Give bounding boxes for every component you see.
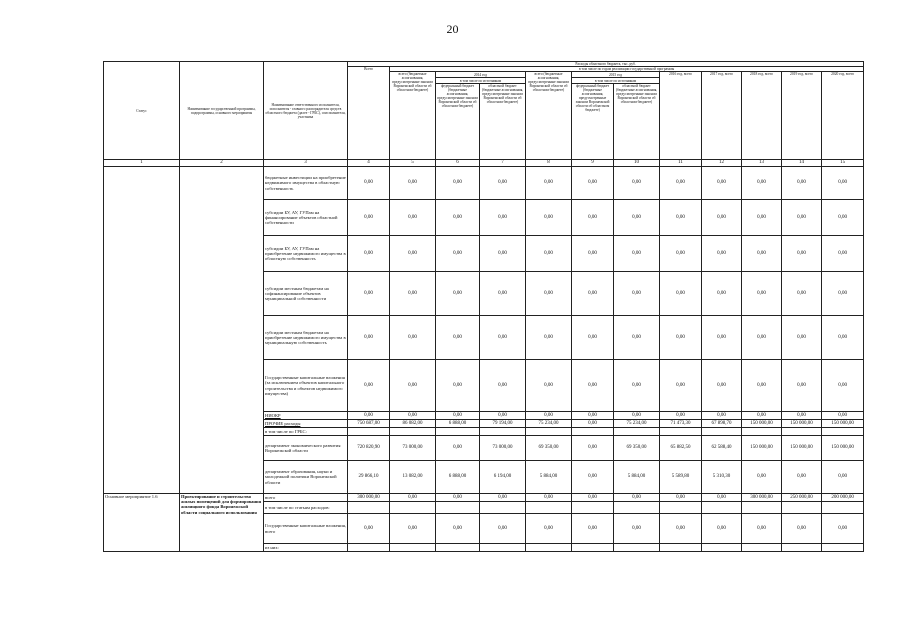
row-label: Государственные капитальные вложения (за исключением объектов капитального строительства и объектов недвижимого имущества) [264, 360, 348, 412]
value-cell [526, 428, 572, 436]
column-number: 11 [660, 160, 702, 167]
value-cell: 0,00 [436, 272, 480, 316]
budget-table [103, 61, 864, 552]
value-cell: 0,00 [702, 316, 742, 360]
header-2014-obl: областной бюджет (бюджетные ассигнования, предусмотренные законом Воронежской области об областном бюджете) [480, 84, 526, 160]
event-status: Основное мероприятие 1.6 [104, 494, 180, 552]
value-cell [660, 428, 702, 436]
value-cell: 0,00 [572, 236, 614, 272]
value-cell: 0,00 [348, 167, 390, 200]
value-cell: 0,00 [782, 514, 822, 544]
value-cell: 0,00 [526, 360, 572, 412]
value-cell [480, 502, 526, 514]
value-cell: 0,00 [436, 514, 480, 544]
column-number: 14 [782, 160, 822, 167]
value-cell: 13 082,00 [390, 461, 436, 494]
value-cell: 0,00 [614, 360, 660, 412]
value-cell: 0,00 [436, 316, 480, 360]
value-cell: 0,00 [436, 494, 480, 502]
value-cell: 0,00 [348, 360, 390, 412]
value-cell [614, 502, 660, 514]
value-cell: 0,00 [572, 514, 614, 544]
event-row [104, 494, 864, 502]
value-cell [822, 428, 864, 436]
value-cell [436, 544, 480, 552]
value-cell: 0,00 [436, 412, 480, 420]
value-cell: 0,00 [348, 514, 390, 544]
value-cell [436, 502, 480, 514]
row-label: в том числе по статьям расходов: [264, 502, 348, 514]
value-cell [480, 544, 526, 552]
value-cell: 0,00 [390, 272, 436, 316]
value-cell: 0,00 [702, 167, 742, 200]
value-cell: 0,00 [822, 167, 864, 200]
value-cell: 0,00 [526, 514, 572, 544]
column-number: 12 [702, 160, 742, 167]
value-cell: 0,00 [782, 272, 822, 316]
value-cell: 150 000,00 [782, 420, 822, 428]
value-cell: 0,00 [390, 236, 436, 272]
value-cell [390, 428, 436, 436]
value-cell: 0,00 [614, 412, 660, 420]
value-cell: 0,00 [348, 200, 390, 236]
value-cell [782, 428, 822, 436]
status-cell [104, 167, 180, 494]
value-cell [390, 502, 436, 514]
value-cell: 0,00 [572, 461, 614, 494]
column-number: 10 [614, 160, 660, 167]
row-label: ПРОЧИЕ расходы [264, 420, 348, 428]
value-cell: 0,00 [480, 200, 526, 236]
value-cell: 0,00 [348, 236, 390, 272]
row-label: бюджетные инвестиции на приобретение недвижимого имущества в областную собственность [264, 167, 348, 200]
value-cell [480, 428, 526, 436]
value-cell: 6 888,00 [436, 420, 480, 428]
value-cell: 75 234,00 [614, 420, 660, 428]
value-cell: 0,00 [480, 272, 526, 316]
value-cell: 0,00 [390, 360, 436, 412]
value-cell: 0,00 [480, 360, 526, 412]
value-cell [614, 544, 660, 552]
value-cell: 5 589,80 [660, 461, 702, 494]
column-number: 1 [104, 160, 180, 167]
value-cell [742, 428, 782, 436]
value-cell: 0,00 [480, 236, 526, 272]
value-cell: 65 882,50 [660, 436, 702, 461]
header-by-years: в том числе по годам реализации государственной программы [390, 67, 864, 72]
value-cell: 0,00 [480, 316, 526, 360]
value-cell: 0,00 [660, 514, 702, 544]
row-label: департамент экономического развития Воронежской области [264, 436, 348, 461]
header-2014-sources: в том числе по источникам [436, 78, 526, 84]
value-cell: 5 884,00 [526, 461, 572, 494]
value-cell [572, 544, 614, 552]
value-cell: 750 687,00 [348, 420, 390, 428]
value-cell: 71 473,30 [660, 420, 702, 428]
value-cell: 0,00 [572, 436, 614, 461]
value-cell: 0,00 [572, 316, 614, 360]
value-cell: 0,00 [572, 420, 614, 428]
value-cell: 0,00 [782, 412, 822, 420]
value-cell: 150 000,00 [742, 436, 782, 461]
header-total: Всего [348, 67, 390, 160]
value-cell: 150 000,00 [822, 436, 864, 461]
column-number: 8 [526, 160, 572, 167]
value-cell: 0,00 [822, 200, 864, 236]
value-cell: 0,00 [526, 236, 572, 272]
value-cell: 0,00 [660, 316, 702, 360]
header-status: Статус [104, 62, 180, 160]
value-cell: 0,00 [348, 316, 390, 360]
row-label: субсидии местным бюджетам на приобретение недвижимого имущества в муниципальную собственность [264, 316, 348, 360]
value-cell: 5 310,30 [702, 461, 742, 494]
value-cell: 300 000,00 [742, 494, 782, 502]
value-cell: 29 866,10 [348, 461, 390, 494]
value-cell: 0,00 [702, 200, 742, 236]
value-cell [390, 544, 436, 552]
value-cell: 0,00 [572, 412, 614, 420]
value-cell: 0,00 [782, 316, 822, 360]
value-cell: 0,00 [480, 494, 526, 502]
value-cell: 0,00 [526, 167, 572, 200]
header-expenses-title: Расходы областного бюджета, тыс. руб. [348, 62, 864, 67]
value-cell: 720 820,90 [348, 436, 390, 461]
value-cell: 200 000,00 [822, 494, 864, 502]
value-cell [614, 428, 660, 436]
row-label: субсидии местным бюджетам на софинансирование объектов муниципальной собственности [264, 272, 348, 316]
value-cell: 73 000,00 [480, 436, 526, 461]
value-cell: 0,00 [526, 272, 572, 316]
value-cell: 0,00 [702, 360, 742, 412]
value-cell: 0,00 [822, 360, 864, 412]
column-number: 7 [480, 160, 526, 167]
value-cell: 0,00 [572, 167, 614, 200]
value-cell: 0,00 [742, 514, 782, 544]
value-cell: 0,00 [572, 494, 614, 502]
header-2018: 2018 год, всего [742, 72, 782, 160]
value-cell: 0,00 [614, 167, 660, 200]
value-cell: 300 000,00 [348, 494, 390, 502]
row-label: в том числе по ГРБС: [264, 428, 348, 436]
value-cell: 0,00 [390, 514, 436, 544]
value-cell [782, 544, 822, 552]
header-program-name: Наименование государственной программы, подпрограммы, основного мероприятия [180, 62, 264, 160]
value-cell: 0,00 [526, 316, 572, 360]
header-2014-fed: федеральный бюджет (бюджетные ассигнования, предусмотренные законом Воронежской области об областном бюджете) [436, 84, 480, 160]
value-cell: 0,00 [660, 412, 702, 420]
row-label: субсидии БУ, АУ, ГУПам на приобретение недвижимого имущества в областную собственность [264, 236, 348, 272]
value-cell [572, 502, 614, 514]
value-cell: 6 194,00 [480, 461, 526, 494]
header-2015-fed: федеральный бюджет (бюджетные ассигнования, предусмотренные законом Воронежской области об областном бюджете) [572, 84, 614, 160]
row-label: департамент образования, науки и молодежной политики Воронежской области [264, 461, 348, 494]
value-cell: 150 000,00 [822, 420, 864, 428]
value-cell: 0,00 [660, 272, 702, 316]
value-cell: 0,00 [742, 200, 782, 236]
value-cell: 0,00 [702, 272, 742, 316]
value-cell: 86 082,00 [390, 420, 436, 428]
value-cell [572, 428, 614, 436]
value-cell: 0,00 [822, 461, 864, 494]
value-cell: 0,00 [572, 272, 614, 316]
column-number: 4 [348, 160, 390, 167]
value-cell [660, 544, 702, 552]
header-2015-all: всего (бюджетные ассигнования, предусмотренные законом Воронежской области об областном бюджете) [526, 72, 572, 160]
value-cell: 0,00 [480, 167, 526, 200]
value-cell: 0,00 [526, 494, 572, 502]
value-cell: 0,00 [702, 236, 742, 272]
value-cell: 0,00 [614, 494, 660, 502]
value-cell: 0,00 [822, 272, 864, 316]
value-cell: 62 588,40 [702, 436, 742, 461]
value-cell: 0,00 [742, 360, 782, 412]
value-cell: 0,00 [614, 316, 660, 360]
value-cell [822, 502, 864, 514]
value-cell [702, 544, 742, 552]
value-cell: 0,00 [614, 514, 660, 544]
column-number: 5 [390, 160, 436, 167]
value-cell: 0,00 [390, 200, 436, 236]
value-cell [348, 544, 390, 552]
value-cell: 0,00 [660, 236, 702, 272]
column-number: 2 [180, 160, 264, 167]
value-cell: 0,00 [782, 461, 822, 494]
event-name: Проектирование и строительство жилых помещений для формирования жилищного фонда Воронежской области социального использования [180, 494, 264, 552]
value-cell: 0,00 [436, 436, 480, 461]
program-cell [180, 167, 264, 494]
value-cell: 0,00 [614, 236, 660, 272]
value-cell: 6 888,00 [436, 461, 480, 494]
value-cell [742, 502, 782, 514]
value-cell: 250 000,00 [782, 494, 822, 502]
header-2016: 2016 год, всего [660, 72, 702, 160]
value-cell: 0,00 [390, 412, 436, 420]
value-cell: 0,00 [782, 360, 822, 412]
value-cell: 0,00 [436, 236, 480, 272]
value-cell: 0,00 [660, 494, 702, 502]
value-cell: 0,00 [436, 360, 480, 412]
column-number: 13 [742, 160, 782, 167]
header-executor: Наименование ответственного исполнителя, исполнителя - главного распорядителя средств областного бюджета (далее - ГРБС), соисполнителя, участника [264, 62, 348, 160]
row-label: из них: [264, 544, 348, 552]
value-cell [436, 428, 480, 436]
value-cell: 0,00 [742, 461, 782, 494]
value-cell: 0,00 [742, 412, 782, 420]
value-cell: 69 350,00 [614, 436, 660, 461]
value-cell [702, 428, 742, 436]
value-cell: 0,00 [742, 167, 782, 200]
value-cell: 150 000,00 [742, 420, 782, 428]
page-number: 20 [446, 22, 459, 36]
header-2017: 2017 год, всего [702, 72, 742, 160]
value-cell: 0,00 [436, 200, 480, 236]
value-cell [822, 544, 864, 552]
value-cell: 0,00 [480, 514, 526, 544]
column-numbers-row [104, 160, 864, 167]
value-cell [526, 502, 572, 514]
value-cell: 0,00 [436, 167, 480, 200]
value-cell: 0,00 [742, 316, 782, 360]
header-2020: 2020 год, всего [822, 72, 864, 160]
value-cell: 0,00 [702, 412, 742, 420]
value-cell: 67 898,70 [702, 420, 742, 428]
value-cell: 0,00 [614, 200, 660, 236]
header-2015-obl: областной бюджет (бюджетные ассигнования, предусмотренные законом Воронежской области об областном бюджете) [614, 84, 660, 160]
value-cell [526, 544, 572, 552]
header-2014-all: всего (бюджетные ассигнования, предусмотренные законом Воронежской области об областном бюджете) [390, 72, 436, 160]
value-cell: 0,00 [742, 236, 782, 272]
value-cell: 0,00 [822, 236, 864, 272]
value-cell: 0,00 [782, 236, 822, 272]
value-cell [348, 502, 390, 514]
column-number: 3 [264, 160, 348, 167]
value-cell: 0,00 [660, 167, 702, 200]
value-cell: 0,00 [390, 316, 436, 360]
value-cell: 0,00 [702, 494, 742, 502]
header-2014: 2014 год [436, 72, 526, 78]
value-cell: 0,00 [526, 412, 572, 420]
value-cell [702, 502, 742, 514]
value-cell: 0,00 [390, 167, 436, 200]
value-cell: 75 234,00 [526, 420, 572, 428]
value-cell: 73 000,00 [390, 436, 436, 461]
header-2019: 2019 год, всего [782, 72, 822, 160]
value-cell: 0,00 [390, 494, 436, 502]
value-cell [742, 544, 782, 552]
row-label: всего [264, 494, 348, 502]
value-cell: 69 350,00 [526, 436, 572, 461]
column-number: 9 [572, 160, 614, 167]
value-cell: 0,00 [742, 272, 782, 316]
value-cell: 79 194,00 [480, 420, 526, 428]
value-cell [348, 428, 390, 436]
value-cell: 0,00 [572, 200, 614, 236]
value-cell: 0,00 [782, 167, 822, 200]
value-cell [660, 502, 702, 514]
value-cell: 0,00 [822, 316, 864, 360]
value-cell: 0,00 [822, 412, 864, 420]
value-cell: 0,00 [822, 514, 864, 544]
value-cell [782, 502, 822, 514]
value-cell: 0,00 [660, 200, 702, 236]
value-cell: 0,00 [614, 272, 660, 316]
table-row [104, 167, 864, 200]
value-cell: 150 000,00 [782, 436, 822, 461]
value-cell: 0,00 [348, 272, 390, 316]
row-label: НИОКР [264, 412, 348, 420]
value-cell: 0,00 [702, 514, 742, 544]
value-cell: 0,00 [660, 360, 702, 412]
header-2015: 2015 год [572, 72, 660, 78]
value-cell: 0,00 [348, 412, 390, 420]
value-cell: 0,00 [526, 200, 572, 236]
column-number: 15 [822, 160, 864, 167]
value-cell: 0,00 [572, 360, 614, 412]
value-cell: 0,00 [782, 200, 822, 236]
row-label: субсидии БУ, АУ, ГУПам на финансирование объектов областной собственности [264, 200, 348, 236]
column-number: 6 [436, 160, 480, 167]
value-cell: 5 884,00 [614, 461, 660, 494]
header-2015-sources: в том числе по источникам [572, 78, 660, 84]
value-cell: 0,00 [480, 412, 526, 420]
row-label: Государственные капитальные вложения, всего [264, 514, 348, 544]
